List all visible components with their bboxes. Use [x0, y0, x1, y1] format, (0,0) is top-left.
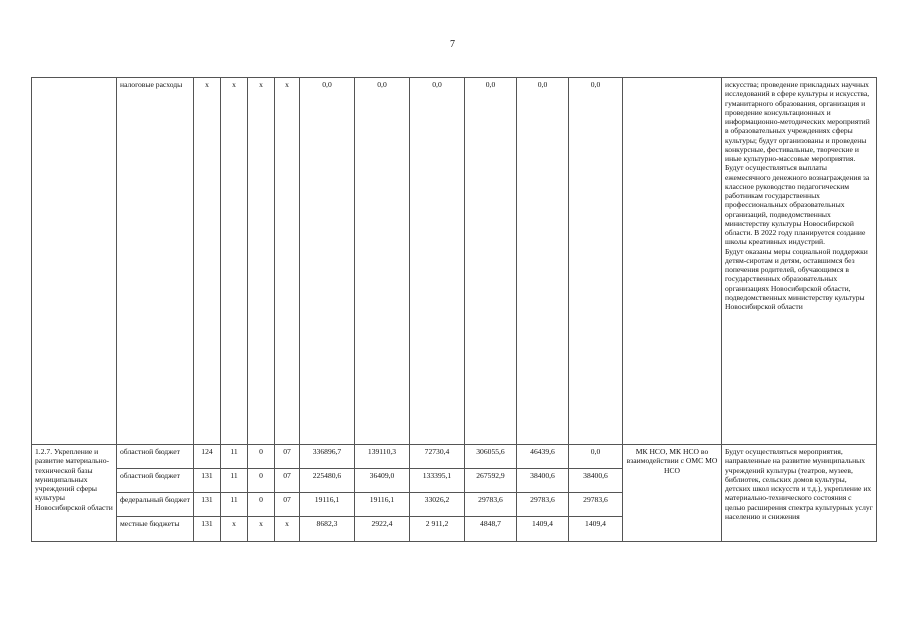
- rz-cell: 11: [221, 469, 248, 493]
- funding-source-cell: областной бюджет: [117, 445, 194, 469]
- csr-cell: 07: [275, 493, 300, 517]
- year-6-cell: 1409,4: [569, 517, 623, 542]
- executor-cell: [623, 78, 722, 445]
- csr-cell: 07: [275, 469, 300, 493]
- page-number: 7: [450, 39, 455, 50]
- year-2-cell: 139110,3: [355, 445, 410, 469]
- grbs-cell: 131: [194, 469, 221, 493]
- measure-name-cell: 1.2.7. Укрепление и развитие материально-технической базы муниципальных учреждений сферы культуры Новосибирской области: [32, 445, 117, 542]
- csr-cell: х: [275, 78, 300, 445]
- year-5-cell: 29783,6: [517, 493, 569, 517]
- year-4-cell: 306055,6: [465, 445, 517, 469]
- year-4-cell: 267592,9: [465, 469, 517, 493]
- year-4-cell: 0,0: [465, 78, 517, 445]
- pr-cell: х: [248, 517, 275, 542]
- year-2-cell: 2922,4: [355, 517, 410, 542]
- year-3-cell: 133395,1: [410, 469, 465, 493]
- year-1-cell: 0,0: [300, 78, 355, 445]
- pr-cell: х: [248, 78, 275, 445]
- year-5-cell: 1409,4: [517, 517, 569, 542]
- table-row: [32, 445, 877, 469]
- year-6-cell: 0,0: [569, 445, 623, 469]
- year-2-cell: 36409,0: [355, 469, 410, 493]
- result-description-cell: [722, 78, 877, 445]
- pr-cell: 0: [248, 493, 275, 517]
- csr-cell: 07: [275, 445, 300, 469]
- year-1-cell: 19116,1: [300, 493, 355, 517]
- measure-name-cell: [32, 78, 117, 445]
- year-1-cell: 225480,6: [300, 469, 355, 493]
- grbs-cell: 131: [194, 517, 221, 542]
- year-6-cell: 29783,6: [569, 493, 623, 517]
- rz-cell: 11: [221, 493, 248, 517]
- year-3-cell: 2 911,2: [410, 517, 465, 542]
- year-5-cell: 46439,6: [517, 445, 569, 469]
- year-2-cell: 0,0: [355, 78, 410, 445]
- table-row: [32, 78, 877, 445]
- funding-source-cell: налоговые расходы: [117, 78, 194, 445]
- year-6-cell: 38400,6: [569, 469, 623, 493]
- grbs-cell: х: [194, 78, 221, 445]
- funding-source-cell: областной бюджет: [117, 469, 194, 493]
- result-description-text-2: Будут оказаны меры социальной поддержки детям-сиротам и детям, оставшимся без попечения родителей, обучающимся в государственных образовательных организациях Новосибирской области, подведомственных министерству культуры Новосибирской области: [725, 246, 868, 311]
- year-5-cell: 38400,6: [517, 469, 569, 493]
- year-1-cell: 336896,7: [300, 445, 355, 469]
- year-6-cell: 0,0: [569, 78, 623, 445]
- budget-table: [31, 77, 877, 542]
- funding-source-cell: федеральный бюджет: [117, 493, 194, 517]
- pr-cell: 0: [248, 469, 275, 493]
- result-description-cell: Будут осуществляться мероприятия, направленные на развитие муниципальных учреждений культуры (театров, музеев, библиотек, сельских домов культуры, детских школ искусств и т.д.), укрепление их материально-технического состояния с целью расширения спектра культурных услуг населению и снижения: [722, 445, 877, 542]
- grbs-cell: 131: [194, 493, 221, 517]
- pr-cell: 0: [248, 445, 275, 469]
- year-4-cell: 4848,7: [465, 517, 517, 542]
- year-4-cell: 29783,6: [465, 493, 517, 517]
- rz-cell: х: [221, 78, 248, 445]
- rz-cell: х: [221, 517, 248, 542]
- year-2-cell: 19116,1: [355, 493, 410, 517]
- csr-cell: х: [275, 517, 300, 542]
- year-5-cell: 0,0: [517, 78, 569, 445]
- year-1-cell: 8682,3: [300, 517, 355, 542]
- year-3-cell: 0,0: [410, 78, 465, 445]
- result-description-text: искусства; проведение прикладных научных исследований в сфере культуры и искусства, гуманитарного образования, организация и проведение консультационных и информационно-методических мероприятий в образовательных учреждениях сферы культуры; будут организованы и проведены конкурсные, фестивальные, творческие и иные культурно-массовые мероприятия. Будут осуществляться выплаты ежемесячного денежного вознаграждения за классное руководство педагогическим работникам государственных профессиональных образовательных организаций, подведомственных министерству культуры Новосибирской области. В 2022 году планируется создание школы креативных индустрий.: [725, 80, 870, 247]
- year-3-cell: 72730,4: [410, 445, 465, 469]
- year-3-cell: 33026,2: [410, 493, 465, 517]
- executor-cell: МК НСО, МК НСО во взаимодействии с ОМС МО НСО: [623, 445, 722, 542]
- grbs-cell: 124: [194, 445, 221, 469]
- funding-source-cell: местные бюджеты: [117, 517, 194, 542]
- rz-cell: 11: [221, 445, 248, 469]
